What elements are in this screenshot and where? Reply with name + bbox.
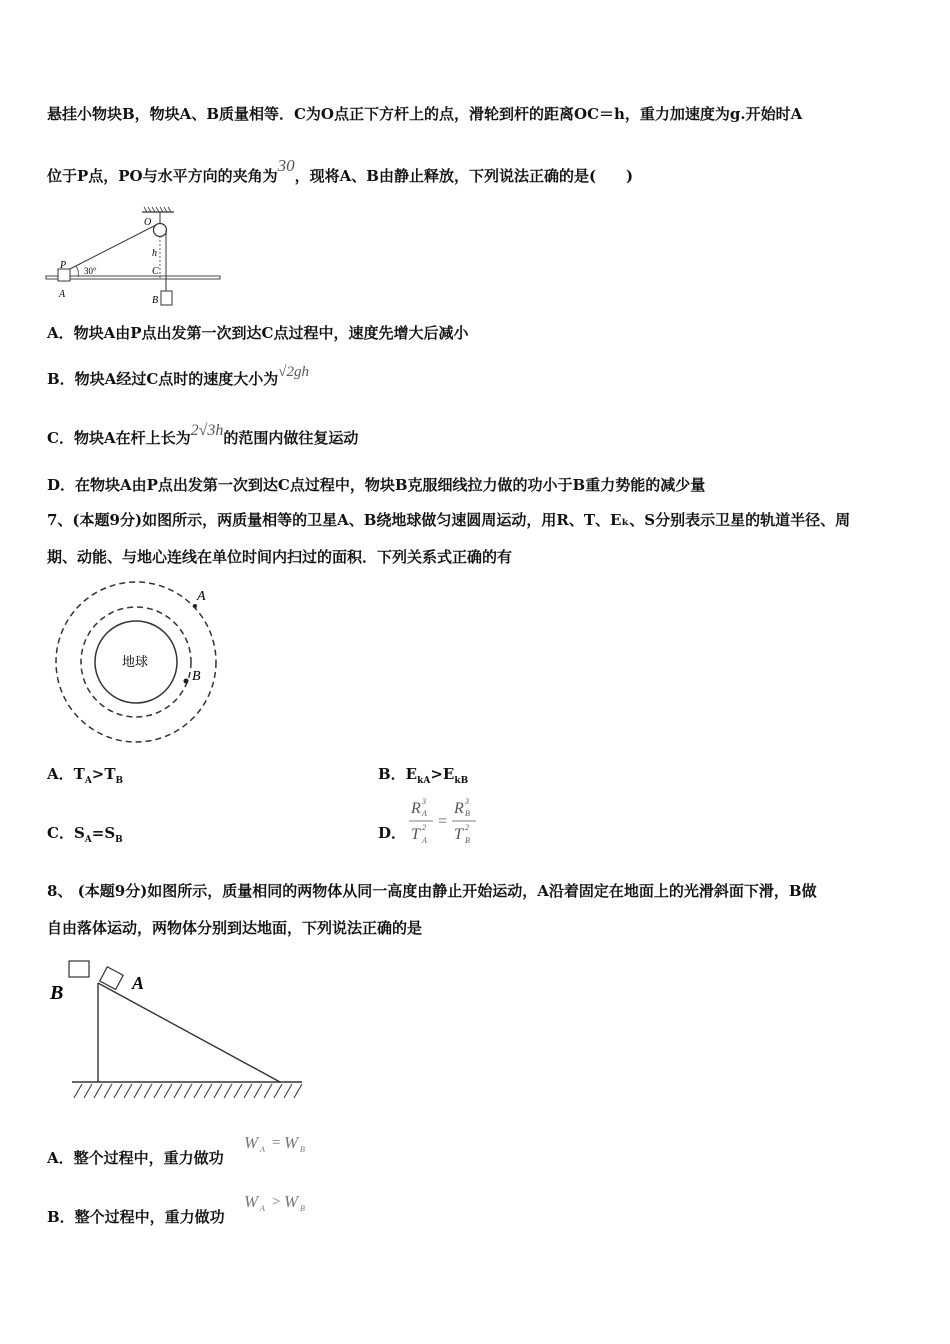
q7-b-mid: >E [430,765,455,783]
q7-figure [52,580,220,748]
q7-b-sub2: kB [454,776,469,786]
q6-line2 [47,156,634,186]
q7-b-prefix: B．E [378,765,418,783]
svg-text:T: T [454,826,463,843]
q8-option-a: A．整个过程中，重力做功 [47,1149,224,1167]
svg-text:R: R [454,800,464,817]
svg-text:W: W [284,1192,299,1211]
q7-option-d-formula [405,794,480,850]
q7-a-mid: >T [91,765,116,783]
label-a: A [59,289,66,300]
angle-value: 30 [277,156,295,175]
svg-text:2: 2 [422,823,426,832]
q7-c-prefix: C．S [47,824,85,842]
q6-line2-pre: 位于P点，PO与水平方向的夹角为 [47,167,278,185]
q6-option-b-label: B．物块A经过C点时的速度大小为 [47,370,279,388]
q8-option-a-math [242,1131,314,1157]
svg-text:R: R [411,800,421,817]
q6-option-c [47,422,359,448]
q6-option-c-math: 2√3h [190,422,224,439]
q7-option-b [378,763,468,786]
svg-text:=: = [272,1135,281,1151]
svg-text:W: W [244,1133,259,1152]
q8-figure [48,955,306,1105]
q6-option-a: A．物块A由P点出发第一次到达C点过程中，速度先增大后减小 [47,324,469,342]
svg-text:B: B [300,1204,305,1213]
label-o: O [144,217,152,228]
label-satellite-b: B [192,669,201,684]
q6-option-d: D．在物块A由P点出发第一次到达C点过程中，物块B克服细线拉力做的功小于B重力势能的减少量 [47,476,706,494]
q7-option-c [47,822,123,845]
q8-option-b-math [242,1190,314,1216]
q6-option-c-label: C．物块A在杆上长为 [47,429,191,447]
q7-d-prefix: D． [378,824,407,842]
q7-c-mid: =S [91,824,116,842]
svg-text:B: B [465,809,470,818]
label-satellite-a: A [197,589,206,604]
q6-option-c-suffix: 的范围内做往复运动 [223,429,359,447]
svg-text:3: 3 [465,797,469,806]
block-b [161,291,172,305]
label-b: B [152,295,159,306]
svg-text:T: T [411,826,420,843]
svg-text:B: B [300,1145,305,1154]
q7-b-sub1: kA [417,776,431,786]
rod [46,276,220,279]
satellite-a [193,604,197,608]
q7-option-d [378,822,406,843]
q8-line1: 8、 (本题9分)如图所示，质量相同的两物体从同一高度由静止开始运动，A沿着固定在地面上的光滑斜面下滑，B做 [47,882,817,900]
q7-a-prefix: A．T [47,765,85,783]
svg-text:A: A [422,809,427,818]
label-p: P [60,260,67,271]
block-b [69,961,89,977]
svg-text:W: W [244,1192,259,1211]
q6-line2-post: ，现将A、B由静止释放，下列说法正确的是( ) [294,167,634,185]
q7-c-sub1: A [84,835,92,845]
svg-text:3: 3 [422,797,426,806]
q8-line2: 自由落体运动，两物体分别到达地面，下列说法正确的是 [47,919,423,937]
incline [98,983,280,1082]
earth-label: 地球 [122,655,149,670]
svg-text:=: = [438,813,448,830]
q6-option-b [47,364,309,389]
svg-text:W: W [284,1133,299,1152]
svg-text:A: A [260,1204,265,1213]
q7-line2: 期、动能、与地心连线在单位时间内扫过的面积．下列关系式正确的有 [47,548,513,566]
q7-c-sub2: B [115,835,123,845]
satellite-b [184,679,189,684]
label-c: C [152,266,159,277]
q8-option-b: B．整个过程中，重力做功 [47,1208,225,1226]
label-angle: 30° [84,266,97,276]
svg-text:2: 2 [465,823,469,832]
svg-text:B: B [465,836,470,845]
q7-option-a [47,763,123,786]
q6-line1: 悬挂小物块B，物块A、B质量相等．C为O点正下方杆上的点，滑轮到杆的距离OC＝h，重力加速度为g.开始时A [47,105,803,123]
q7-a-sub2: B [115,776,124,786]
svg-text:A: A [260,1145,265,1154]
svg-text:>: > [272,1194,281,1210]
q6-figure [44,206,229,306]
label-b: B [50,982,64,1004]
q6-option-b-math: √2gh [278,364,309,380]
q7-a-sub1: A [84,776,92,786]
q7-line1: 7、(本题9分)如图所示，两质量相等的卫星A、B绕地球做匀速圆周运动，用R、T、Eₖ、S分别表示卫星的轨道半径、周 [47,511,851,529]
svg-text:A: A [422,836,427,845]
label-a: A [132,973,145,993]
label-h: h [152,248,157,259]
